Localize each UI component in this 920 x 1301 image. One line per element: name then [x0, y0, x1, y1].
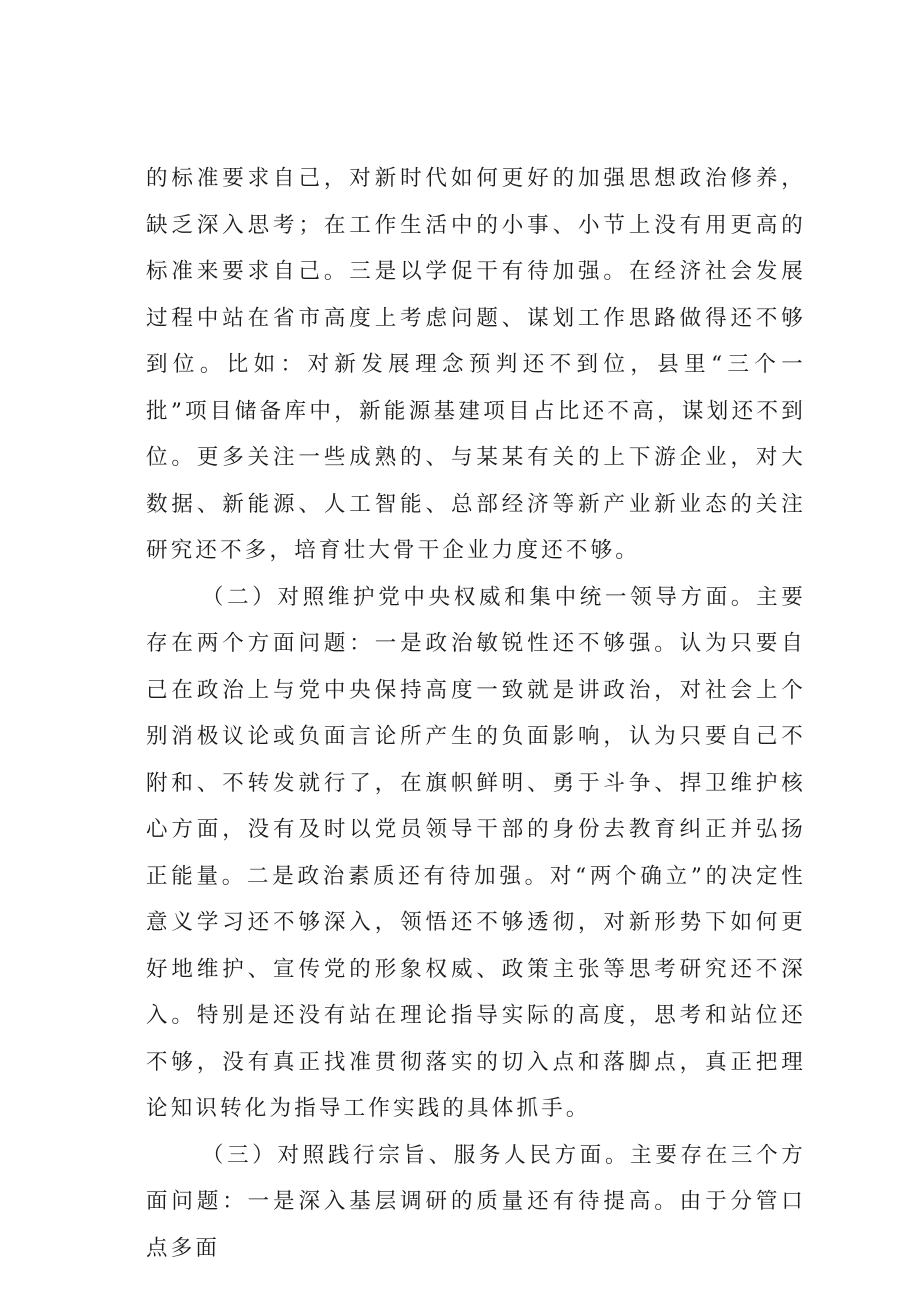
document-body [146, 156, 806, 1272]
paragraph-2: （二）对照维护党中央权威和集中统一领导方面。主要存在两个方面问题：一是政治敏锐性还不够强。认为只要自己在政治上与党中央保持高度一致就是讲政治，对社会上个别消极议论或负面言论所产生的负面影响，认为只要自己不附和、不转发就行了，在旗帜鲜明、勇于斗争、捍卫维护核心方面，没有及时以党员领导干部的身份去教育纠正并弘扬正能量。二是政治素质还有待加强。对“两个确立”的决定性意义学习还不够深入，领悟还不够透彻，对新形势下如何更好地维护、宣传党的形象权威、政策主张等思考研究还不深入。特别是还没有站在理论指导实际的高度，思考和站位还不够，没有真正找准贯彻落实的切入点和落脚点，真正把理论知识转化为指导工作实践的具体抓手。 [146, 584, 806, 1121]
paragraph-3: （三）对照践行宗旨、服务人民方面。主要存在三个方面问题：一是深入基层调研的质量还有待提高。由于分管口点多面 [146, 1142, 806, 1261]
paragraph-1: 的标准要求自己，对新时代如何更好的加强思想政治修养，缺乏深入思考；在工作生活中的小事、小节上没有用更高的标准来要求自己。三是以学促干有待加强。在经济社会发展过程中站在省市高度上考虑问题、谋划工作思路做得还不够到位。比如：对新发展理念预判还不到位，县里“三个一批”项目储备库中，新能源基建项目占比还不高，谋划还不到位。更多关注一些成熟的、与某某有关的上下游企业，对大数据、新能源、人工智能、总部经济等新产业新业态的关注研究还不多，培育壮大骨干企业力度还不够。 [146, 166, 806, 563]
